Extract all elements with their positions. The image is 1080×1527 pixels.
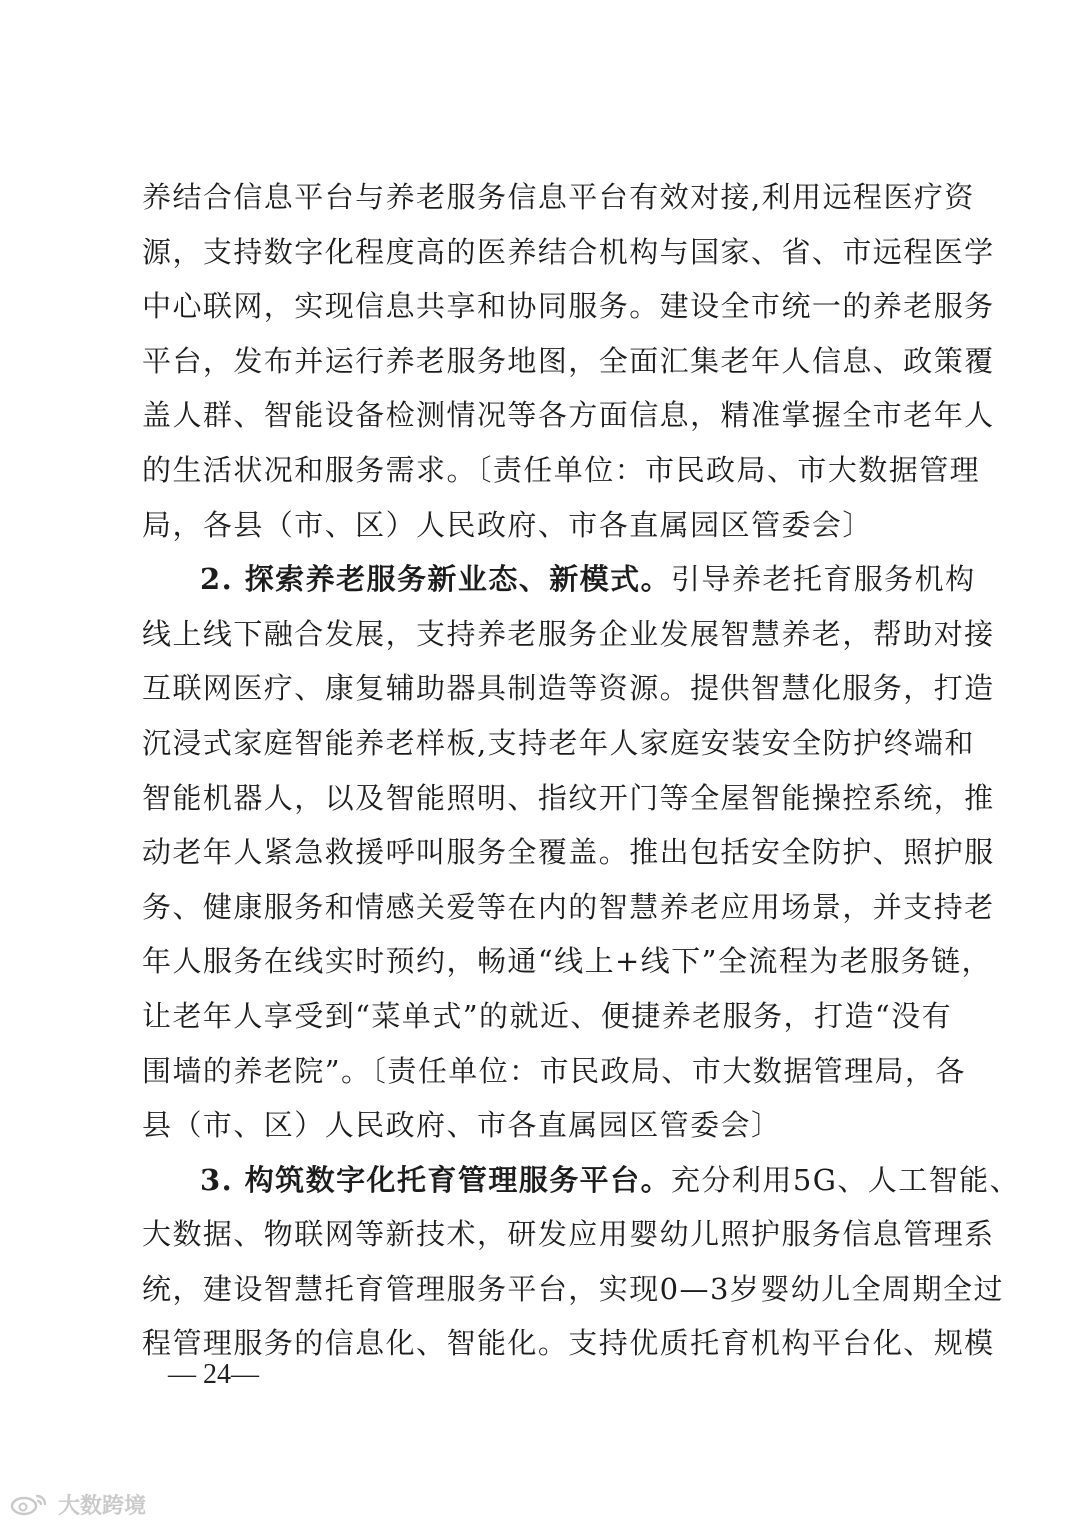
item-3-heading: 3. 构筑数字化托育管理服务平台。	[200, 1162, 672, 1197]
body-line: 养结合信息平台与养老服务信息平台有效对接,利用远程医疗资	[142, 180, 975, 214]
body-line: 让老年人享受到“菜单式”的就近、便捷养老服务，打造“没有	[142, 998, 953, 1033]
body-line: 局，各县（市、区）人民政府、市各直属园区管委会〕	[142, 507, 873, 542]
body-line: 动老年人紧急救援呼叫服务全覆盖。推出包括安全防护、照护服	[142, 835, 995, 870]
body-line: 沉浸式家庭智能养老样板,支持老年人家庭安装安全防护终端和	[142, 725, 975, 760]
body-line: 智能机器人，以及智能照明、指纹开门等全屋智能操控系统，推	[142, 780, 995, 815]
item-3-lead: 充分利用5G、人工智能、	[671, 1162, 1021, 1197]
body-line: 源，支持数字化程度高的医养结合机构与国家、省、市远程医学	[142, 234, 995, 269]
body-line: 程管理服务的信息化、智能化。支持优质托育机构平台化、规模	[142, 1326, 995, 1361]
watermark	[10, 1488, 146, 1520]
body-line: 的生活状况和服务需求。〔责任单位：市民政局、市大数据管理	[142, 452, 981, 487]
page-number: — 24—	[168, 1359, 259, 1390]
body-line: 围墙的养老院”。〔责任单位：市民政局、市大数据管理局，各	[142, 1053, 966, 1088]
item-2-lead: 引导养老托育服务机构	[671, 562, 976, 597]
body-line: 线上线下融合发展，支持养老服务企业发展智慧养老，帮助对接	[142, 616, 995, 651]
weibo-icon	[10, 1492, 52, 1516]
document-body	[142, 170, 1021, 1371]
body-line: 务、健康服务和情感关爱等在内的智慧养老应用场景，并支持老	[142, 889, 995, 924]
body-line: 盖人群、智能设备检测情况等各方面信息，精准掌握全市老年人	[142, 398, 995, 433]
body-line: 统，建设智慧托育管理服务平台，实现0—3岁婴幼儿全周期全过	[142, 1271, 1004, 1306]
body-line: 平台，发布并运行养老服务地图，全面汇集老年人信息、政策覆	[142, 343, 995, 378]
body-line: 年人服务在线实时预约，畅通“线上+线下”全流程为老服务链，	[142, 944, 993, 979]
item-2-heading: 2. 探索养老服务新业态、新模式。	[200, 562, 672, 597]
watermark-text: 大数跨境	[58, 1493, 147, 1519]
item-2-first-line	[142, 552, 976, 607]
body-line: 互联网医疗、康复辅助器具制造等资源。提供智慧化服务，打造	[142, 671, 995, 706]
body-line: 大数据、物联网等新技术，研发应用婴幼儿照护服务信息管理系	[142, 1217, 995, 1252]
body-line: 县（市、区）人民政府、市各直属园区管委会〕	[142, 1108, 782, 1143]
item-3-first-line	[142, 1153, 1021, 1208]
body-line: 中心联网，实现信息共享和协同服务。建设全市统一的养老服务	[142, 289, 995, 324]
